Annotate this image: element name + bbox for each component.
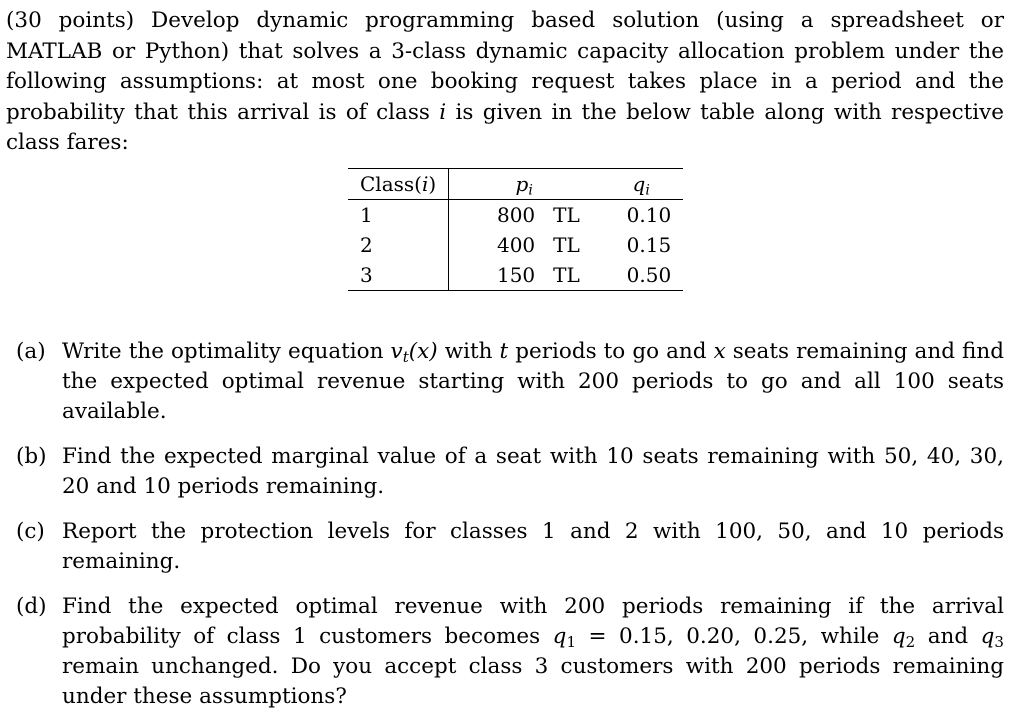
table-row <box>348 200 683 231</box>
header-price: $p_i$ <box>515 172 533 199</box>
intro-tail: is given in the below table along with respective class fares: <box>6 99 1004 156</box>
cell-class: 2 <box>348 230 449 260</box>
cell-price: 800 <box>496 203 536 227</box>
question-text: Write the optimality equation $v_t(x)$ with t periods to go and x seats remaining and find the expected optimal revenue starting with 200 periods to go and all 100 seats available. <box>62 339 1004 424</box>
question-text: Find the expected marginal value of a seat with 10 seats remaining with 50, 40, 30, 20 and 10 periods remaining. <box>62 444 1004 499</box>
cell-class: 3 <box>348 260 449 291</box>
problem-statement <box>6 6 1004 159</box>
header-class: Class(i) <box>348 169 449 200</box>
question-c <box>16 517 1004 577</box>
cell-price: 150 <box>496 263 536 287</box>
intro-lead: (30 points) Develop dynamic programming based solution (using a spreadsheet or MATLAB or Python) that solves a 3-class dynamic capacity allocation problem under the following assumptions: at most one booking request takes place in a period and the probability that this arrival is of class <box>6 8 1004 125</box>
fare-table <box>348 168 683 291</box>
question-label: (b) <box>16 444 47 469</box>
question-label: (d) <box>16 594 47 619</box>
var-i: i <box>439 99 447 125</box>
cell-probability: 0.15 <box>626 233 672 257</box>
cell-class: 1 <box>348 200 449 231</box>
cell-unit: TL <box>553 203 580 227</box>
cell-price: 400 <box>496 233 536 257</box>
cell-unit: TL <box>553 233 580 257</box>
question-d <box>16 592 1004 712</box>
table-header-row <box>348 169 683 200</box>
question-a <box>16 337 1004 427</box>
question-text: Report the protection levels for classes 1 and 2 with 100, 50, and 10 periods remaining. <box>62 519 1004 574</box>
cell-probability: 0.10 <box>626 203 672 227</box>
table-row <box>348 260 683 291</box>
table-row <box>348 230 683 260</box>
question-label: (a) <box>16 339 46 364</box>
question-text: Find the expected optimal revenue with 200 periods remaining if the arrival probability of class 1 customers becomes $q_1 = 0.15$, 0.20, 0.25, while $q_2$ and $q_3$ remain unchanged. Do you accept class 3 customers with 200 periods remaining under these assumptions? <box>62 594 1004 709</box>
header-probability: $q_i$ <box>632 172 650 199</box>
question-b <box>16 442 1004 502</box>
question-label: (c) <box>16 519 45 544</box>
question-list <box>16 337 1004 727</box>
cell-probability: 0.50 <box>626 263 672 287</box>
cell-unit: TL <box>553 263 580 287</box>
